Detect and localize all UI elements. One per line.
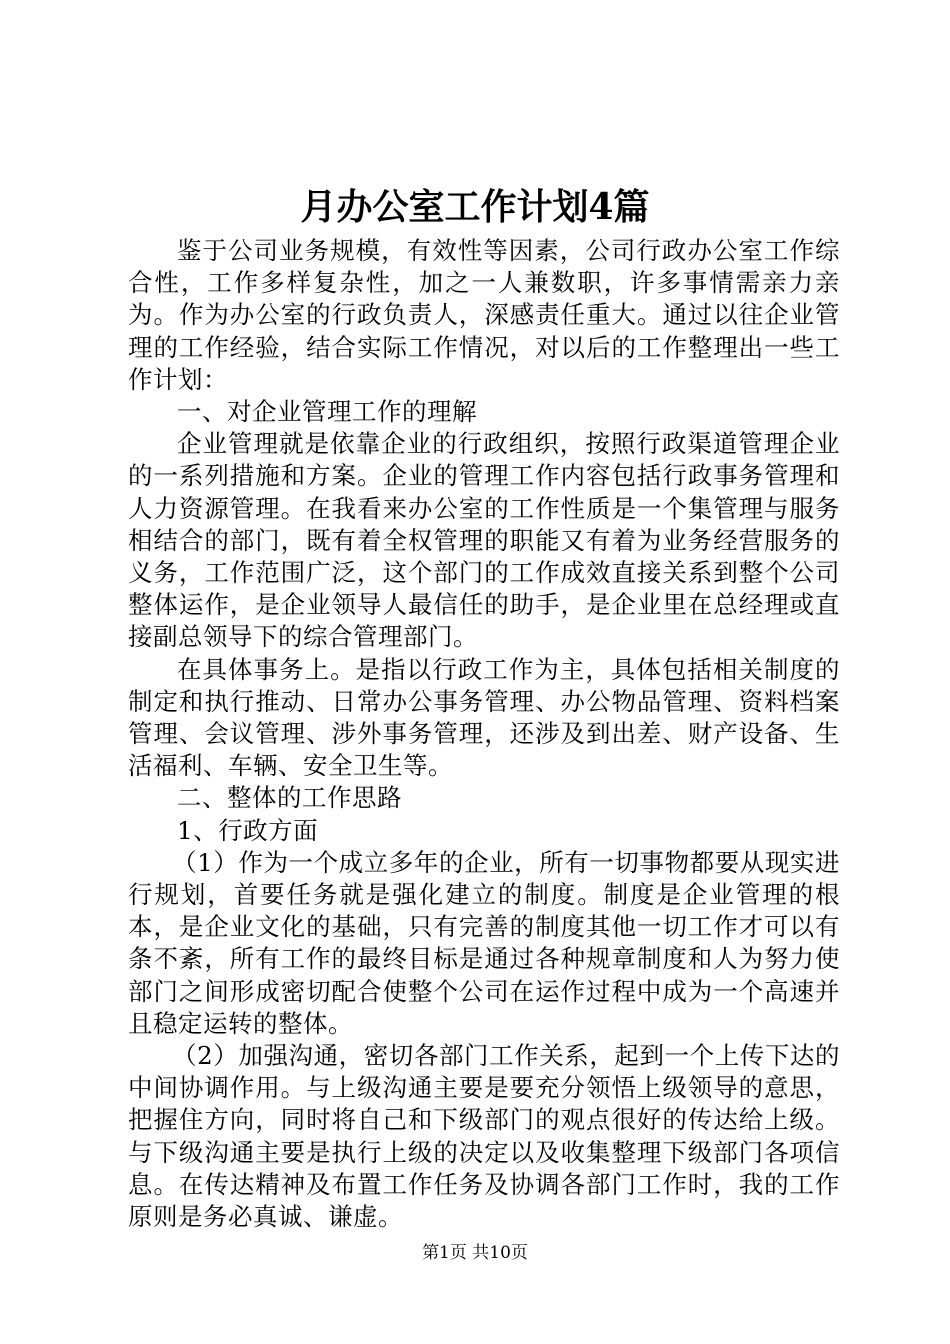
document-title: 月办公室工作计划4篇	[300, 186, 650, 228]
paragraph-item-1: （1）作为一个成立多年的企业，所有一切事物都要从现实进行规划，首要任务就是强化建立的制度。制度是企业管理的根本，是企业文化的基础，只有完善的制度其他一切工作才可以有条不紊，所有工作的最终目标是通过各种规章制度和人为努力使部门之间形成密切配合使整个公司在运作过程中成为一个高速并且稳定运转的整体。	[128, 847, 840, 1038]
paragraph-intro: 鉴于公司业务规模，有效性等因素，公司行政办公室工作综合性，工作多样复杂性，加之一人兼数职，许多事情需亲力亲为。作为办公室的行政负责人，深感责任重大。通过以往企业管理的工作经验，结合实际工作情况，对以后的工作整理出一些工作计划：	[128, 236, 840, 394]
document-body	[128, 235, 840, 1233]
paragraph-management-definition: 企业管理就是依靠企业的行政组织，按照行政渠道管理企业的一系列措施和方案。企业的管理工作内容包括行政事务管理和人力资源管理。在我看来办公室的工作性质是一个集管理与服务相结合的部门，既有着全权管理的职能又有着为业务经营服务的义务，工作范围广泛，这个部门的工作成效直接关系到整个公司整体运作，是企业领导人最信任的助手，是企业里在总经理或直接副总领导下的综合管理部门。	[128, 429, 840, 652]
subsection-heading-administration: 1、行政方面	[177, 815, 319, 845]
paragraph-item-2: （2）加强沟通，密切各部门工作关系，起到一个上传下达的中间协调作用。与上级沟通主要是要充分领悟上级领导的意思，把握住方向，同时将自己和下级部门的观点很好的传达给上级。与下级沟通主要是执行上级的决定以及收集整理下级部门各项信息。在传达精神及布置工作任务及协调各部门工作时，我的工作原则是务必真诚、谦虚。	[128, 1041, 840, 1232]
section-heading-work-approach: 二、整体的工作思路	[177, 783, 402, 813]
paragraph-specific-affairs: 在具体事务上。是指以行政工作为主，具体包括相关制度的制定和执行推动、日常办公事务管理、办公物品管理、资料档案管理、会议管理、涉外事务管理，还涉及到出差、财产设备、生活福利、车辆、安全卫生等。	[128, 654, 840, 781]
section-heading-understanding: 一、对企业管理工作的理解	[177, 397, 477, 427]
page-footer: 第1页 共10页	[422, 1243, 528, 1263]
